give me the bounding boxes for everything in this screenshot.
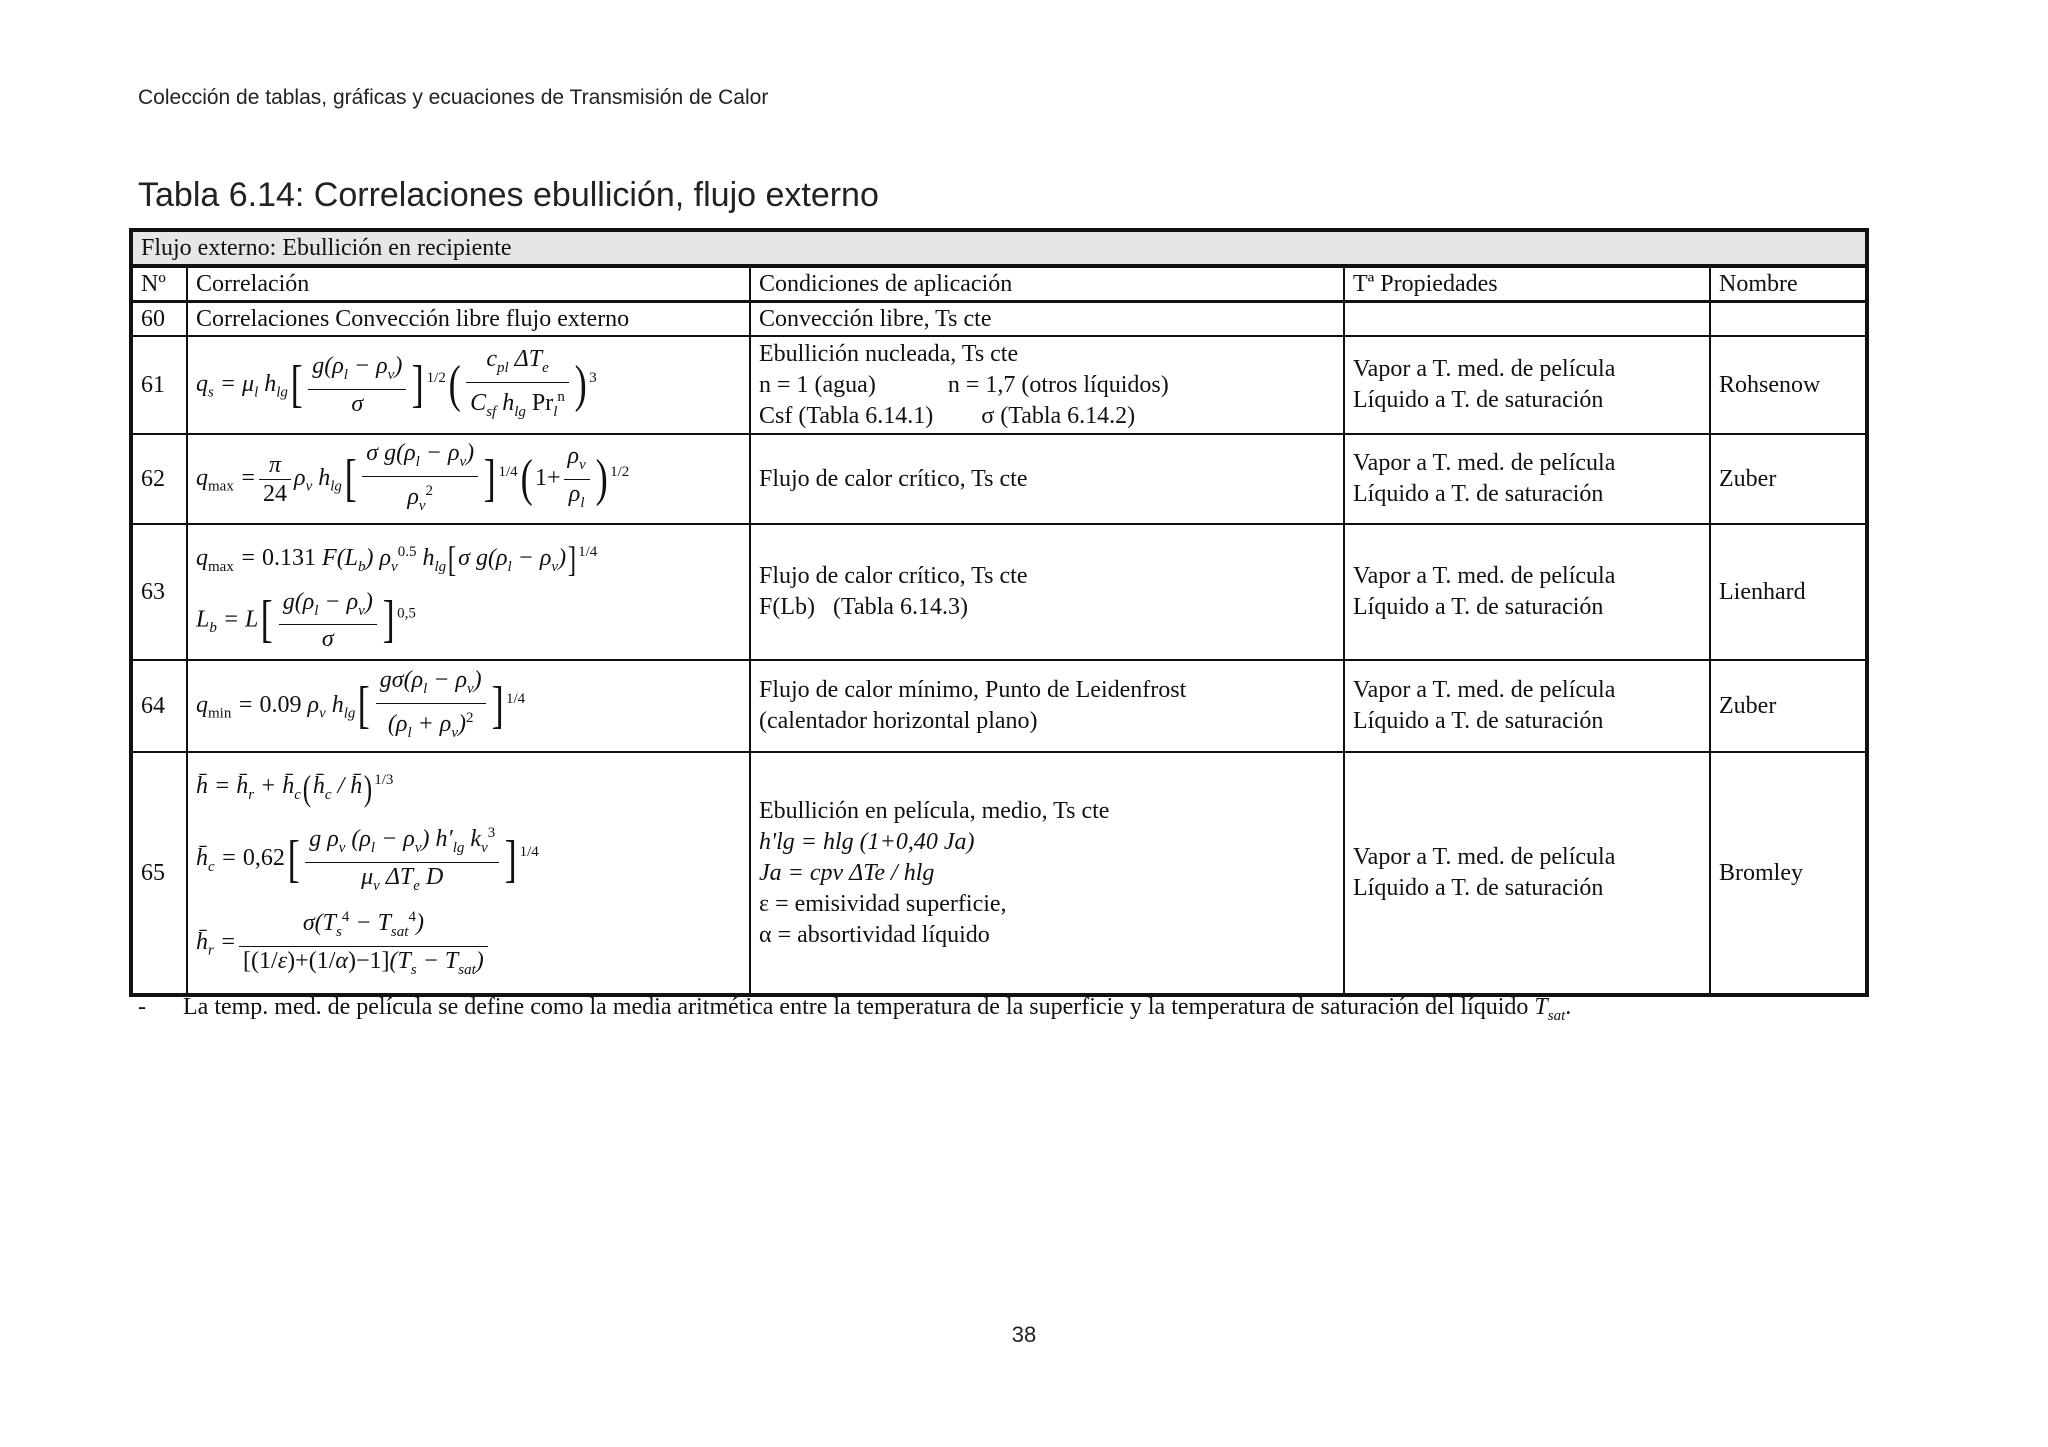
equation-lienhard-lb: $L_b = L$[ $\frac{g(\rho_l - \rho_v)}{\sigma}$ ] $^{0,5}$	[196, 588, 416, 653]
property-line: Vapor a T. med. de película	[1353, 563, 1616, 589]
condition-line: Csf (Tabla 6.14.1) σ (Tabla 6.14.2)	[759, 402, 1136, 429]
properties-cell	[1344, 434, 1710, 524]
footnote-symbol-sub: sat	[1547, 1007, 1566, 1024]
footnote-end: .	[1565, 994, 1572, 1020]
properties-cell	[1344, 660, 1710, 752]
page-header: Colección de tablas, gráficas y ecuaciones de Transmisión de Calor	[138, 86, 769, 109]
conditions-cell	[750, 752, 1344, 995]
name-cell: Lienhard	[1710, 524, 1867, 660]
property-line: Vapor a T. med. de película	[1353, 844, 1616, 870]
name-cell: Zuber	[1710, 660, 1867, 752]
correlation-cell	[187, 660, 750, 752]
condition-line: Ebullición en película, medio, Ts cte	[759, 797, 1110, 824]
row-number: 62	[131, 434, 187, 524]
condition-line: α = absortividad líquido	[759, 921, 990, 948]
conditions-cell	[750, 434, 1344, 524]
properties-cell	[1344, 752, 1710, 995]
condition-line: Convección libre, Ts cte	[759, 305, 992, 332]
property-line: Vapor a T. med. de película	[1353, 677, 1616, 703]
equation-lienhard-qmax: $q_{max} = 0.131$ $F(L_b)$ $\rho_v^{0.5}$ $h_{lg}[\sigma$ $g(\rho_l - \rho_v)$] $^{1/4}$	[196, 539, 598, 580]
column-header-number: Nº	[131, 266, 187, 302]
equation-zuber-qmax: $q_{max}$ = $\frac{\pi}{24}$ $\rho_v$ $h_{lg}$[ $\frac{\sigma g(\rho_l - \rho_v)}{\rho_v^2}$ ] $^{1/4}$( 1+ $\frac{\rho_v}{\rho_l}$ ) $^{1/2}$	[196, 439, 630, 514]
condition-line: Ebullición nucleada, Ts cte	[759, 340, 1019, 367]
equation-bromley-hr: $h̄_r$ = $\frac{\sigma(T_s^4 - T_{sat}^4)}{[(1/\varepsilon)+(1/\alpha)-1](T_s - T_{sat})}$	[196, 903, 741, 987]
footnote-dash: -	[138, 994, 146, 1020]
column-header-properties: Tª Propiedades	[1344, 266, 1710, 302]
row-number: 61	[131, 336, 187, 434]
header-row	[131, 266, 1867, 302]
footnote	[138, 994, 1571, 1025]
property-line: Líquido a T. de saturación	[1353, 708, 1604, 734]
equation-zuber-qmin: $q_{min} = 0.09$ $\rho_v$ $h_{lg}$[ $\frac{g\sigma(\rho_l - \rho_v)}{(\rho_l + \rho_v)^2}$ ] $^{1/4}$	[196, 666, 526, 741]
equation-bromley-hc: $h̄_c = 0,62$[ $\frac{g \rho_v (\rho_l - \rho_v) h'_{lg} k_v^3}{\mu_v \Delta T_e D}$ ] $^{1/4}$	[196, 816, 741, 903]
property-line: Líquido a T. de saturación	[1353, 594, 1604, 620]
correlation-cell: Correlaciones Convección libre flujo externo	[187, 302, 750, 337]
footnote-symbol: T	[1534, 994, 1548, 1020]
name-cell: Bromley	[1710, 752, 1867, 995]
name-cell	[1710, 302, 1867, 337]
table-row	[131, 434, 1867, 524]
properties-cell	[1344, 336, 1710, 434]
properties-cell	[1344, 524, 1710, 660]
condition-line: F(Lb) (Tabla 6.14.3)	[759, 594, 968, 620]
correlation-cell	[187, 524, 750, 660]
condition-line: n = 1 (agua) n = 1,7 (otros líquidos)	[759, 371, 1169, 398]
name-cell: Rohsenow	[1710, 336, 1867, 434]
conditions-cell	[750, 660, 1344, 752]
table-row	[131, 524, 1867, 660]
conditions-cell	[750, 302, 1344, 337]
section-title: Flujo externo: Ebullición en recipiente	[131, 230, 1867, 266]
page-number: 38	[1011, 1322, 1037, 1347]
condition-line: Flujo de calor crítico, Ts cte	[759, 563, 1028, 589]
equation-rohsenow: $q_s = \mu_l$ $h_{lg}$[ $\frac{g(\rho_l - \rho_v)}{\sigma}$ ] $^{1/2}$( $\frac{c_{pl} \Delta T_e}{C_{sf} h_{lg} Pr_l^n}$ ) $^3$	[196, 345, 597, 420]
correlations-table	[129, 228, 1869, 997]
column-header-conditions: Condiciones de aplicación	[750, 266, 1344, 302]
condition-line: ε = emisividad superficie,	[759, 890, 1007, 917]
correlation-cell	[187, 434, 750, 524]
condition-line: Ja = cpv ΔTe / hlg	[759, 859, 935, 886]
condition-line: h'lg = hlg (1+0,40 Ja)	[759, 828, 975, 855]
property-line: Líquido a T. de saturación	[1353, 875, 1604, 901]
row-number: 63	[131, 524, 187, 660]
table-row	[131, 752, 1867, 995]
condition-line: (calentador horizontal plano)	[759, 708, 1038, 734]
table-row	[131, 302, 1867, 337]
conditions-cell	[750, 524, 1344, 660]
properties-cell	[1344, 302, 1710, 337]
correlation-cell	[187, 752, 750, 995]
correlation-cell	[187, 336, 750, 434]
equation-bromley-h: h̄ = $h̄_r$ + $h̄_c(h̄_c$ / h̄) $^{1/3}$	[196, 767, 394, 808]
table-row	[131, 660, 1867, 752]
name-cell: Zuber	[1710, 434, 1867, 524]
row-number: 64	[131, 660, 187, 752]
column-header-name: Nombre	[1710, 266, 1867, 302]
conditions-cell	[750, 336, 1344, 434]
table-title: Tabla 6.14: Correlaciones ebullición, flujo externo	[138, 176, 879, 214]
footnote-text: La temp. med. de película se define como la media aritmética entre la temperatura de la superficie y la temperatura de saturación del líquido	[183, 994, 1529, 1020]
property-line: Líquido a T. de saturación	[1353, 481, 1604, 507]
condition-line: Flujo de calor crítico, Ts cte	[759, 465, 1028, 492]
row-number: 60	[131, 302, 187, 337]
property-line: Vapor a T. med. de película	[1353, 356, 1616, 382]
condition-line: Flujo de calor mínimo, Punto de Leidenfrost	[759, 677, 1187, 703]
column-header-correlation: Correlación	[187, 266, 750, 302]
table-row	[131, 336, 1867, 434]
property-line: Vapor a T. med. de película	[1353, 450, 1616, 476]
section-row	[131, 230, 1867, 266]
row-number: 65	[131, 752, 187, 995]
property-line: Líquido a T. de saturación	[1353, 387, 1604, 413]
